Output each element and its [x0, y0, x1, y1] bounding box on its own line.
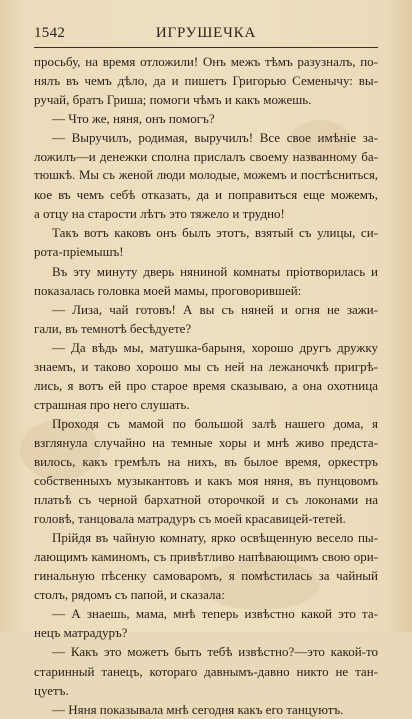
text-line: — Выручилъ, родимая, выручилъ! Все свое имѣніе за-	[52, 130, 378, 146]
text-line: Проходя съ мамой по большой залѣ нашего дома, я	[52, 415, 378, 431]
running-header	[34, 25, 378, 45]
text-line: Такъ вотъ каковъ онъ былъ этотъ, взятый съ улицы, си-	[52, 225, 378, 241]
page-number: 1542	[34, 25, 66, 41]
text-line: Въ эту минуту дверь няниной комнаты пріотворилась и	[52, 263, 378, 279]
text-line: просьбу, на время отложили! Онъ межъ тѣмъ разузналъ, по-	[34, 54, 378, 69]
text-line: столъ, рядомъ съ папой, и сказала:	[34, 587, 225, 603]
text-line: нецъ матрадуръ?	[34, 625, 128, 641]
text-line: цуетъ.	[34, 682, 69, 698]
body-text	[34, 52, 378, 719]
text-line: а отцу на старости лѣтъ это тяжело и трудно!	[34, 206, 285, 222]
text-line: — Лиза, чай готовъ! А вы съ няней и огня не зажи-	[52, 301, 378, 317]
text-line: ручай, братъ Гриша; помоги чѣмъ и какъ можешь.	[34, 92, 312, 108]
text-line: показалась головка моей мамы, проговорившей:	[34, 282, 302, 298]
text-line: платьѣ съ черной бархатной оторочкой и съ локонами на	[34, 492, 378, 508]
text-line: страшная про него слушать.	[34, 396, 190, 412]
text-line: старинный танецъ, котораго давнымъ-давно никто не тан-	[34, 663, 378, 679]
text-line: гинальную пѣсенку самоваромъ, я помѣстилась за чайный	[34, 568, 378, 584]
header-rule	[34, 47, 378, 48]
text-line: лись, я вотъ ей про старое время сказываю, а она охотница	[34, 377, 378, 393]
running-title: ИГРУШЕЧКА	[155, 25, 257, 41]
text-line: лающимъ каминомъ, съ привѣтливо напѣвающимъ свою ори-	[34, 549, 378, 565]
text-line: — Какъ это можетъ быть тебѣ извѣстно?—это какой-то	[52, 644, 378, 660]
text-line: гали, въ темнотѣ бесѣдуете?	[34, 320, 192, 336]
text-line: — Няня показывала мнѣ сегодня какъ его танцуютъ.	[52, 701, 344, 717]
text-line: — Что же, няня, онъ помогъ?	[52, 111, 215, 127]
text-line: — Да вѣдь мы, матушка-барыня, хорошо другъ дружку	[52, 339, 378, 355]
text-line: рота-пріемышъ!	[34, 244, 124, 260]
text-line: нялъ въ чемъ дѣло, да и пишетъ Григорью Семенычу: вы-	[34, 73, 378, 89]
text-line: собственныхъ музыкантовъ и какъ моя няня, въ пунцовомъ	[34, 473, 378, 489]
text-line: тюшкѣ. Мы съ женой люди молодые, можемъ и постѣсниться,	[34, 168, 378, 183]
text-line: головѣ, танцовала матрадуръ съ моей красавицей-тетей.	[34, 511, 346, 527]
text-line: ложилъ—и денежки сполна прислалъ своему названному ба-	[34, 149, 378, 165]
text-line: Прійдя въ чайную комнату, ярко освѣщенную весело пы-	[52, 530, 378, 546]
text-line: — А знаешь, мама, мнѣ теперь извѣстно какой это та-	[52, 606, 378, 622]
text-line: вилось, какъ гремѣлъ на нихъ, въ былое время, оркестръ	[34, 453, 378, 469]
text-line: знаемъ, и таково хорошо мы съ ней на лежаночкѣ пригрѣ-	[34, 358, 378, 374]
text-line: кое въ чемъ себѣ отказать, да и поправиться еще можемъ,	[34, 187, 378, 203]
text-line: взглянула случайно на темные хоры и мнѣ живо предста-	[34, 434, 378, 450]
